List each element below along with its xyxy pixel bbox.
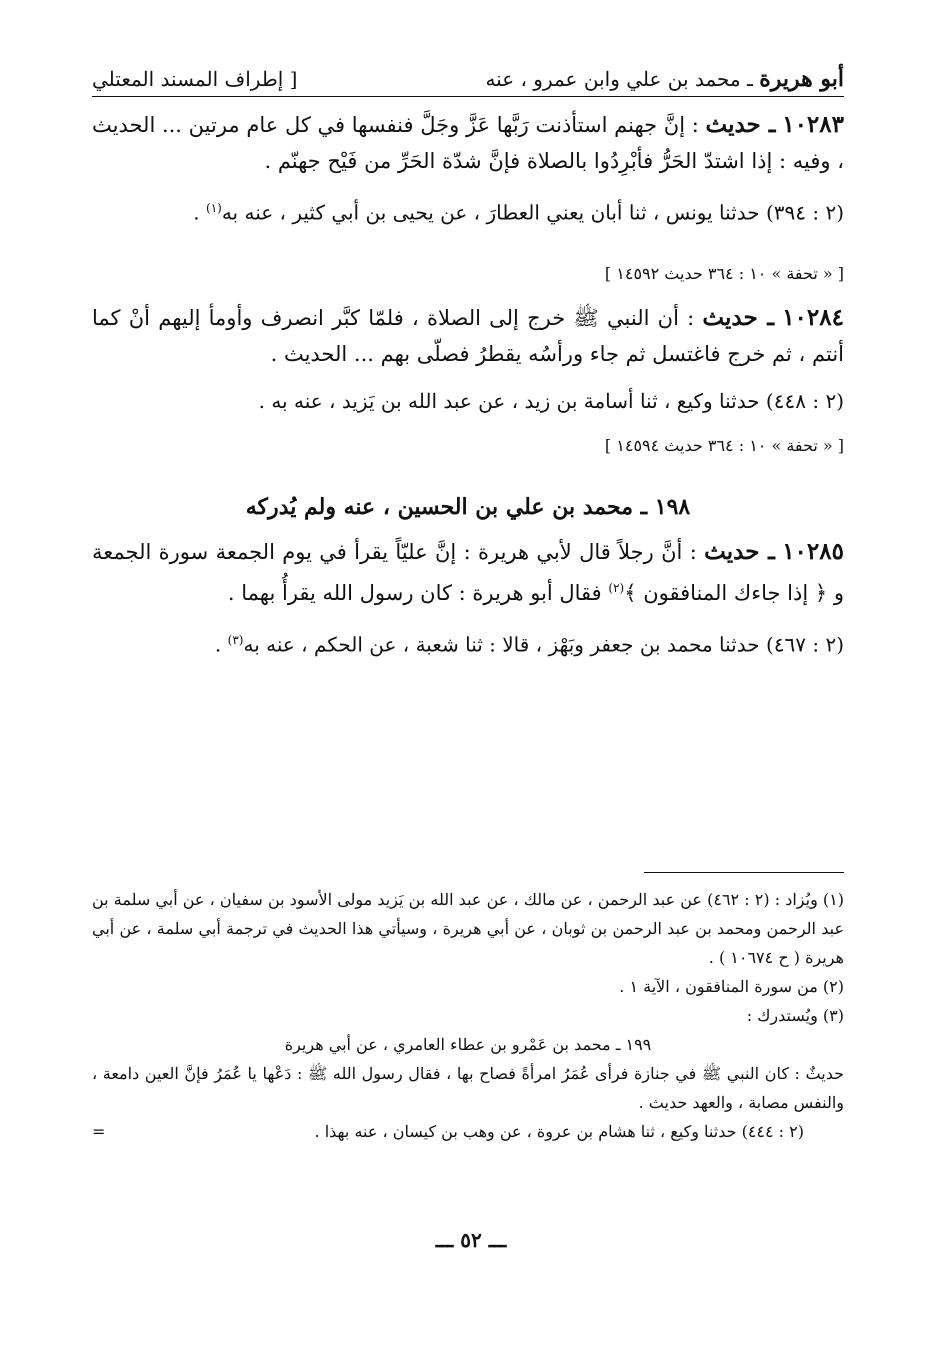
source-text: (٢ : ٣٩٤) حدثنا يونس ، ثنا أبان يعني العطارَ ، عن يحيى بن أبي كثير ، عنه به [221, 200, 844, 225]
footnote-3-source: (٢ : ٤٤٤) حدثنا وكيع ، ثنا هشام بن عروة ، عن وهب بن كيسان ، عنه بهذا . [314, 1122, 804, 1141]
footnote-ref: (٢) [608, 580, 625, 595]
tuhfa-reference: [ « تحفة » ١٠ : ٣٦٤ حديث ١٤٥٩٢ ] [604, 263, 844, 283]
footnotes [92, 872, 844, 1146]
footnote-2: (٢) من سورة المنافقون ، الآية ١ . [619, 977, 844, 996]
header-author: أبو هريرة [759, 66, 844, 92]
page-body [92, 66, 844, 661]
footnote-3-text: حديثٌ : كان النبي ﷺ في جنازة فرأى عُمَرُ امرأةً فصاح بها ، فقال رسول الله ﷺ : دَعْها يا عُمَرُ فإنَّ العين دامعة ، والنفس مصابة ، والعهد حديث . [92, 1064, 844, 1112]
hadith-entry-10283 [92, 107, 844, 179]
tuhfa-reference: [ « تحفة » ١٠ : ٣٦٤ حديث ١٤٥٩٤ ] [604, 435, 844, 455]
footnote-3-title: ١٩٩ ـ محمد بن عَمْرو بن عطاء العامري ، عن أبي هريرة [284, 1035, 652, 1054]
entry-source [92, 623, 844, 662]
entry-label: ـ حديث [705, 111, 776, 138]
footnote-3-source-row [92, 1117, 844, 1146]
source-text: (٢ : ٤٦٧) حدثنا محمد بن جعفر وبَهْز ، قالا : ثنا شعبة ، عن الحكم ، عنه به [243, 632, 844, 657]
entry-text-b: فقال أبو هريرة : كان رسول الله يقرأُ بهما . [227, 580, 609, 605]
header-right [485, 66, 844, 92]
source-end: . [193, 200, 206, 225]
entry-text-a: : أنَّ رجلاً قال لأبي هريرة : إنَّ عليّاً يقرأ في يوم الجمعة سورة الجمعة و ﴿ إذا جاءك المنافقون ﴾ [92, 539, 844, 605]
section-title: ١٩٨ ـ محمد بن علي بن الحسين ، عنه ولم يُدركه [245, 493, 691, 520]
entry-label: ـ حديث [704, 537, 775, 565]
entry-label: ـ حديث [702, 303, 774, 331]
footnote-ref: (١) [206, 201, 222, 215]
entry-number: ١٠٢٨٤ [782, 303, 844, 331]
entry-text: : إنَّ جهنم استأذنت رَبَّها عَزَّ وجَلَّ فنفسها في كل عام مرتين ... الحديث ، وفيه : إذا اشتدّ الحَرُّ فأبْرِدُوا بالصلاة فإنَّ شدّة الحَرِّ من فَيْح جهنّم . [92, 113, 844, 173]
footnote-rule [644, 872, 844, 873]
source-end: . [214, 632, 228, 657]
footnote-1: (١) ويُزاد : (٢ : ٤٦٢) عن عبد الرحمن ، عن مالك ، عن عبد الله بن يَزيد مولى الأسود بن سفيان ، عن أبي سلمة بن عبد الرحمن ومحمد بن عبد الرحمن بن ثوبان ، عن أبي هريرة ، وسيأتي هذا الحديث في ترجمة أبي سلمة ، عن أبي هريرة ( ح ١٠٦٧٤ ) . [92, 890, 845, 967]
hadith-entry-10285 [92, 534, 844, 611]
footnote-3: (٣) ويُستدرك : [746, 1006, 844, 1025]
entry-source [92, 384, 844, 418]
entry-source [92, 191, 844, 230]
continuation-mark: = [92, 1122, 106, 1141]
source-text: (٢ : ٤٤٨) حدثنا وكيع ، ثنا أسامة بن زيد ، عن عبد الله بن يَزيد ، عنه به . [258, 388, 844, 413]
hadith-entry-10284 [92, 300, 844, 372]
entry-text: : أن النبي ﷺ خرج إلى الصلاة ، فلمّا كبَّر انصرف وأومأ إليهم أنْ كما أنتم ، ثم خرج فاغتسل ثم جاء ورأسُه يقطرُ فصلّى بهم ... الحديث . [92, 305, 844, 366]
entry-number: ١٠٢٨٣ [782, 111, 844, 138]
entry-number: ١٠٢٨٥ [782, 537, 844, 565]
header-subject: ـ محمد بن علي وابن عمرو ، عنه [485, 67, 753, 91]
header-book-title: [ إطراف المسند المعتلي [92, 67, 298, 91]
page-number: ـــ ٥٢ ـــ [435, 1228, 507, 1252]
footnote-ref: (٣) [227, 632, 244, 647]
running-header [92, 66, 844, 97]
